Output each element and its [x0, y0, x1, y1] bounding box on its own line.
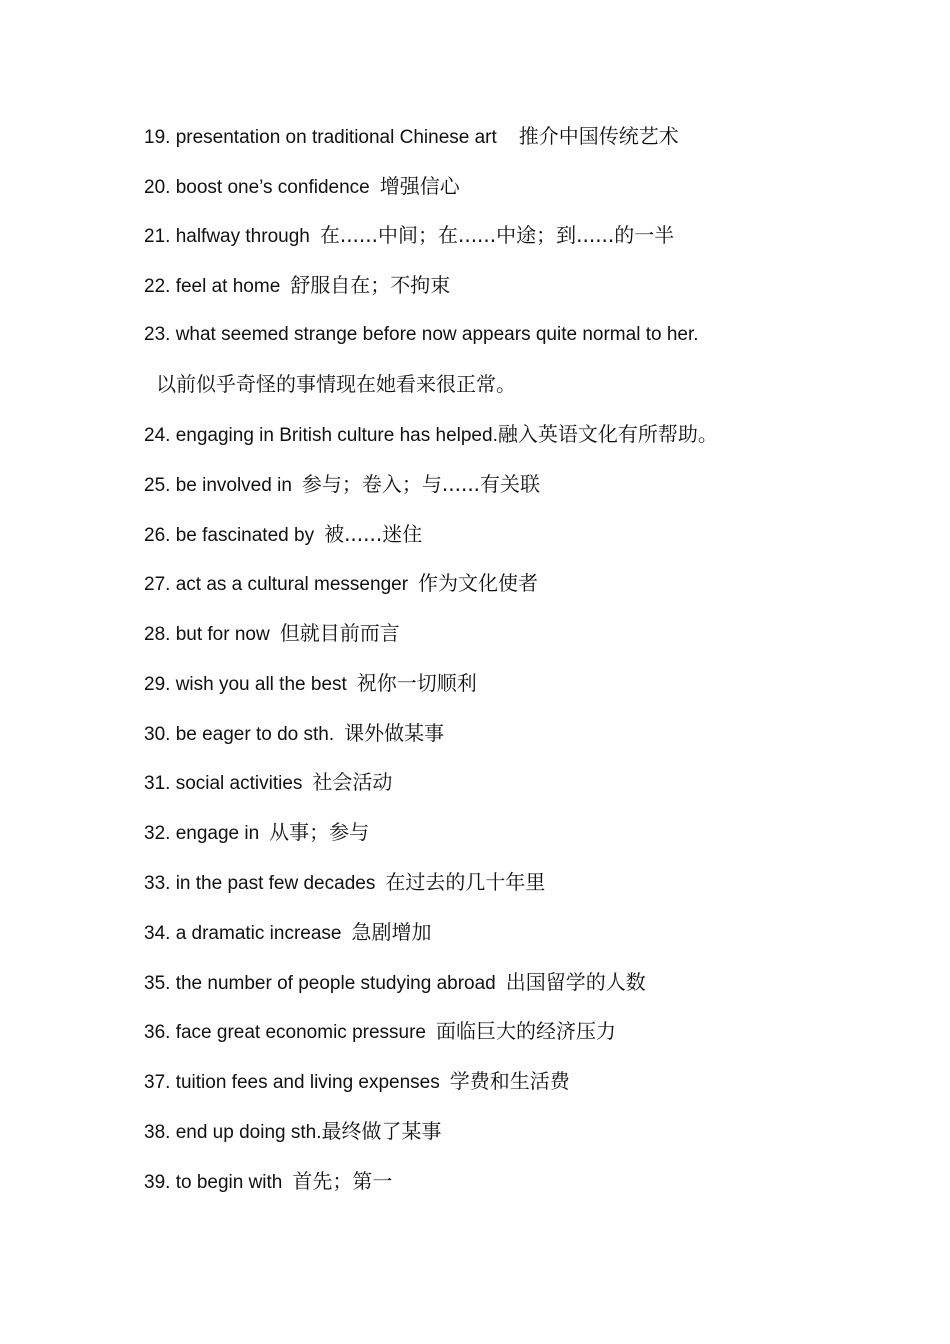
entry-chinese: 学费和生活费	[449, 1069, 570, 1093]
vocab-entry-30	[144, 720, 444, 748]
entry-english: 19. presentation on traditional Chinese art	[144, 127, 497, 148]
vocab-entry-19	[144, 123, 679, 151]
entry-english: 27. act as a cultural messenger	[144, 574, 409, 595]
entry-chinese: 在......中间；在......中途；到......的一半	[319, 223, 675, 247]
entry-english: 35. the number of people studying abroad	[144, 973, 496, 994]
entry-english: 33. in the past few decades	[144, 873, 376, 894]
entry-chinese: 首先；第一	[292, 1169, 393, 1193]
entry-chinese: 课外做某事	[344, 721, 445, 745]
vocab-entry-29	[144, 670, 477, 698]
entry-english: 39. to begin with	[144, 1172, 283, 1193]
vocab-entry-27	[144, 570, 538, 598]
vocab-entry-23-translation	[156, 371, 516, 399]
entry-english: 21. halfway through	[144, 226, 310, 247]
vocab-entry-39	[144, 1168, 392, 1196]
entry-chinese: 在过去的几十年里	[385, 870, 546, 894]
vocab-entry-31	[144, 769, 392, 797]
entry-english: 31. social activities	[144, 773, 303, 794]
entry-chinese: 以前似乎奇怪的事情现在她看来很正常。	[156, 372, 516, 396]
entry-english: 29. wish you all the best	[144, 674, 347, 695]
vocab-entry-34	[144, 919, 432, 947]
vocab-entry-32	[144, 819, 369, 847]
vocab-entry-36	[144, 1018, 616, 1046]
vocab-entry-37	[144, 1068, 570, 1096]
vocab-entry-35	[144, 969, 646, 997]
entry-english: 25. be involved in	[144, 475, 292, 496]
entry-chinese: 但就目前而言	[279, 621, 400, 645]
entry-english: 32. engage in	[144, 823, 260, 844]
vocab-entry-25	[144, 471, 540, 499]
entry-chinese: 从事；参与	[269, 820, 370, 844]
entry-english: 20. boost one’s confidence	[144, 177, 370, 198]
entry-english: 37. tuition fees and living expenses	[144, 1072, 440, 1093]
vocab-entry-20	[144, 173, 460, 201]
entry-english: 38. end up doing sth.	[144, 1122, 322, 1143]
entry-english: 30. be eager to do sth.	[144, 724, 335, 745]
entry-chinese: 融入英语文化有所帮助。	[497, 422, 718, 446]
entry-chinese: 社会活动	[312, 770, 393, 794]
vocab-entry-28	[144, 620, 400, 648]
entry-english: 26. be fascinated by	[144, 525, 315, 546]
vocab-entry-23	[144, 322, 699, 348]
entry-chinese: 参与；卷入；与......有关联	[301, 472, 541, 496]
vocab-entry-26	[144, 521, 422, 549]
entry-chinese: 祝你一切顺利	[356, 671, 477, 695]
entry-english: 24. engaging in British culture has helped.	[144, 425, 498, 446]
entry-english: 34. a dramatic increase	[144, 923, 342, 944]
entry-english: 22. feel at home	[144, 276, 281, 297]
entry-chinese: 出国留学的人数	[505, 970, 646, 994]
vocab-entry-22	[144, 272, 450, 300]
entry-english: 28. but for now	[144, 624, 270, 645]
vocab-entry-38	[144, 1118, 441, 1146]
entry-chinese: 增强信心	[379, 174, 460, 198]
entry-chinese: 舒服自在；不拘束	[290, 273, 451, 297]
entry-chinese: 被......迷住	[324, 522, 423, 546]
entry-english: 23. what seemed strange before now appears quite normal to her.	[144, 324, 699, 345]
entry-chinese: 作为文化使者	[418, 571, 539, 595]
entry-chinese: 面临巨大的经济压力	[436, 1019, 616, 1043]
vocab-entry-24	[144, 421, 718, 449]
entry-chinese: 急剧增加	[351, 920, 432, 944]
vocab-entry-21	[144, 222, 674, 250]
entry-chinese: 最终做了某事	[321, 1119, 442, 1143]
entry-chinese: 推介中国传统艺术	[518, 124, 679, 148]
vocab-entry-33	[144, 869, 545, 897]
entry-english: 36. face great economic pressure	[144, 1022, 426, 1043]
